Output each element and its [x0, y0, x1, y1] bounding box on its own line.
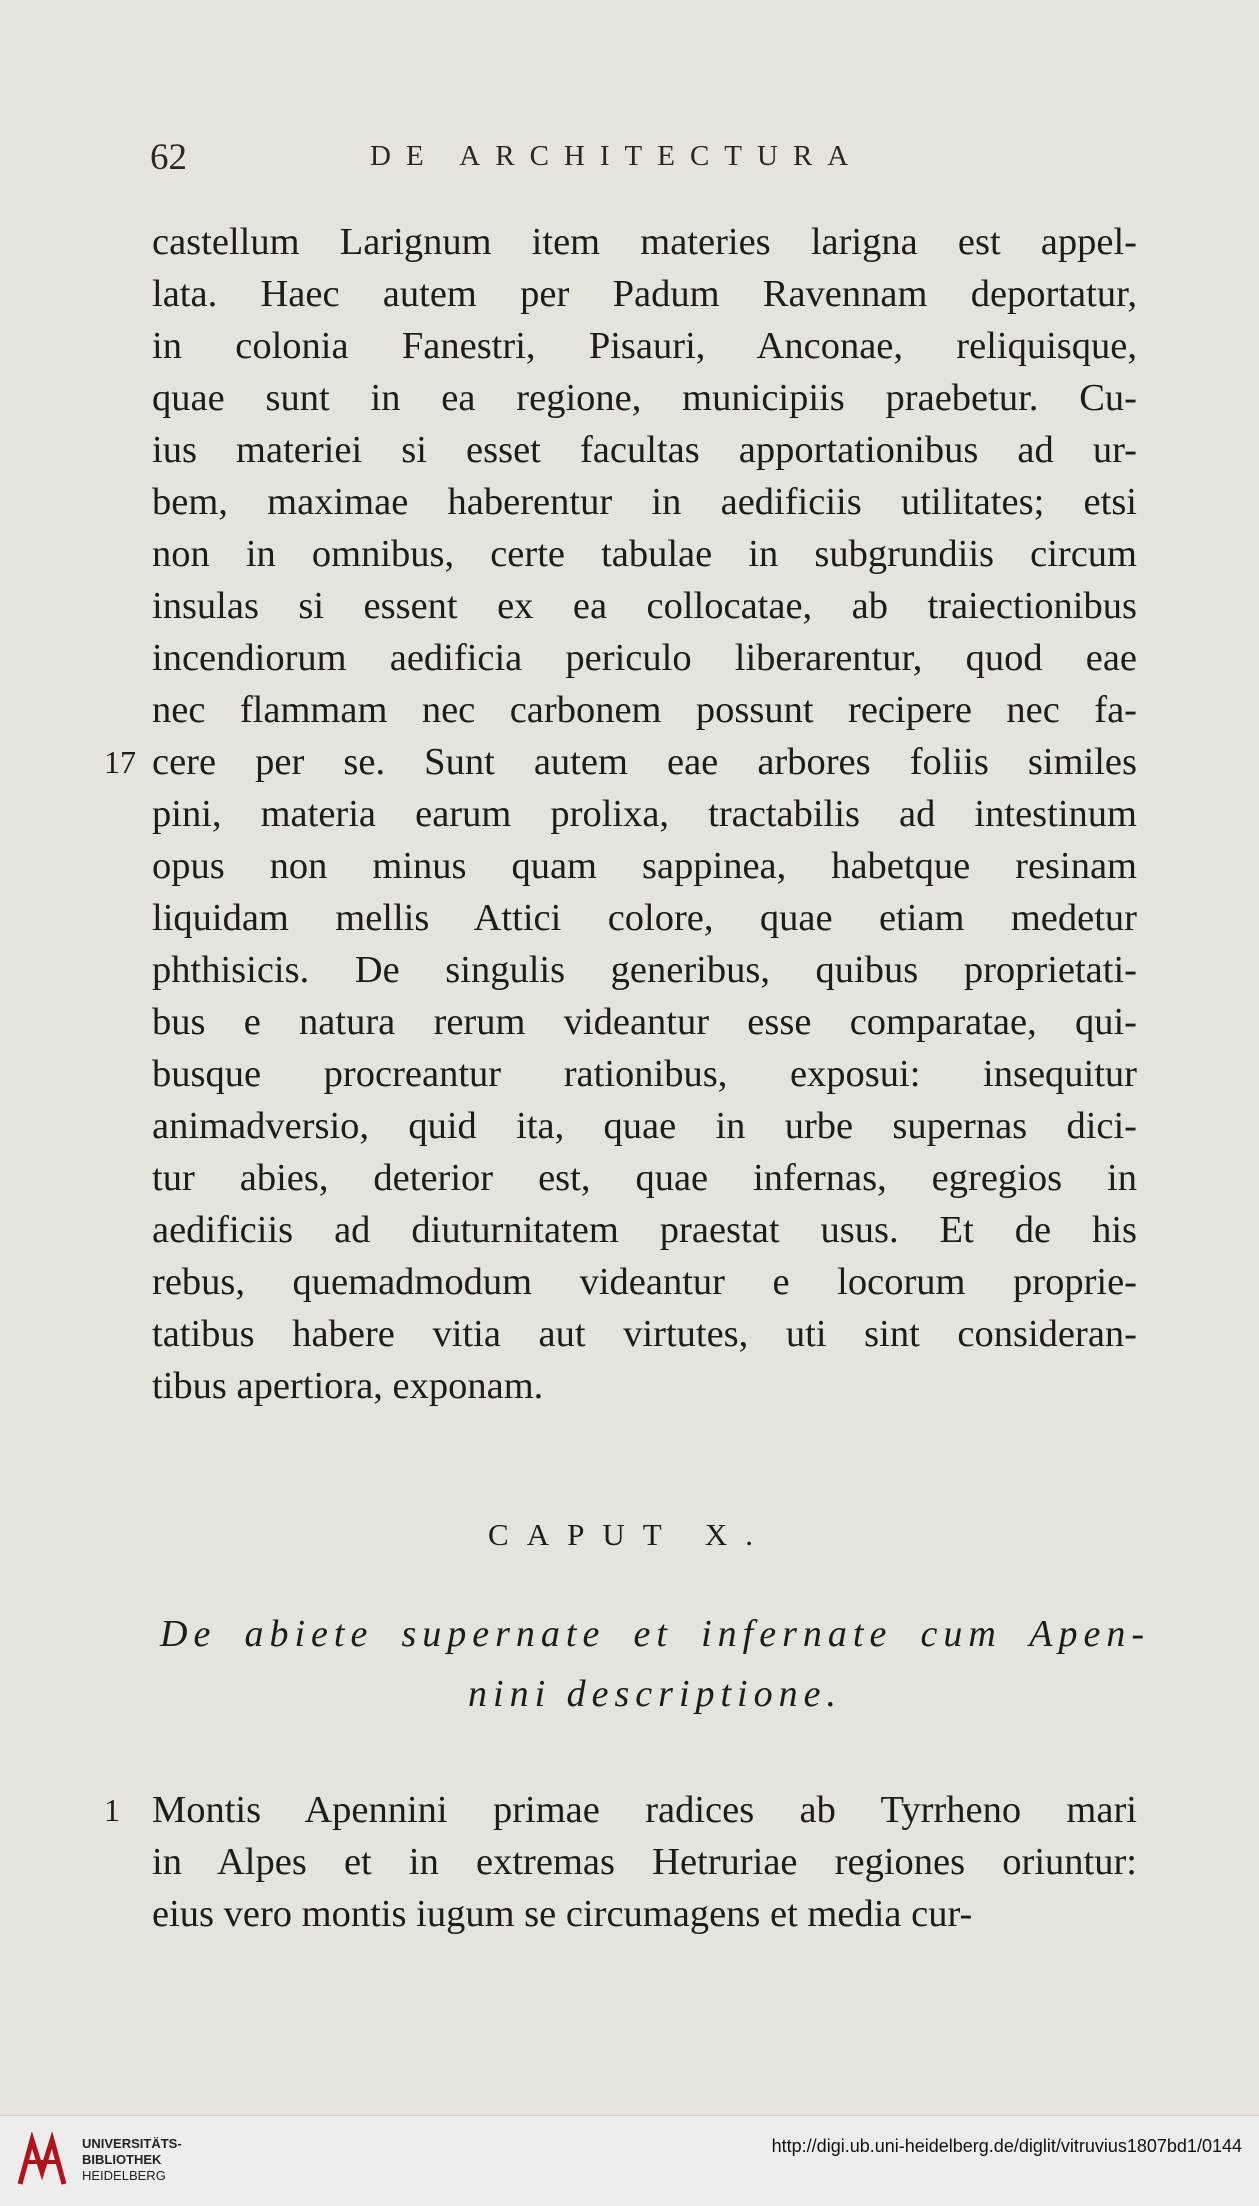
text-line: [152, 1360, 1137, 1412]
line-text: animadversio, quid ita, quae in urbe supernas dici-: [152, 1105, 1137, 1147]
line-text: tatibus habere vitia aut virtutes, uti sint consideran-: [152, 1313, 1137, 1355]
line-text: nec flammam nec carbonem possunt recipere nec fa-: [152, 689, 1137, 731]
paragraph-2: [104, 1784, 1137, 1940]
line-text: busque procreantur rationibus, exposui: insequitur: [152, 1053, 1137, 1095]
text-line: [152, 268, 1137, 320]
text-line: [152, 1204, 1137, 1256]
line-text: pini, materia earum prolixa, tractabilis ad intestinum: [152, 793, 1137, 835]
text-line: [152, 684, 1137, 736]
running-title: DE ARCHITECTURA: [370, 140, 864, 172]
institution-name: [82, 2136, 182, 2184]
text-line: [152, 840, 1137, 892]
line-text: in colonia Fanestri, Pisauri, Anconae, reliquisque,: [152, 325, 1137, 367]
text-line: [152, 944, 1137, 996]
margin-section-number: 17: [104, 744, 136, 780]
text-line: [152, 424, 1137, 476]
line-text: liquidam mellis Attici colore, quae etiam medetur: [152, 897, 1137, 939]
line-text: Montis Apennini primae radices ab Tyrrheno mari: [152, 1789, 1137, 1831]
line-text: phthisicis. De singulis generibus, quibus proprietati-: [152, 949, 1137, 991]
line-text: castellum Larignum item materies larigna est appel-: [152, 221, 1137, 263]
margin-section-number: 1: [104, 1792, 120, 1828]
line-text: in Alpes et in extremas Hetruriae regiones oriuntur:: [152, 1841, 1137, 1883]
line-text: eius vero montis iugum se circumagens et media cur-: [152, 1893, 973, 1935]
text-line: [104, 736, 1137, 788]
text-line: [152, 1836, 1137, 1888]
paragraph-1: [104, 216, 1137, 1412]
institution-line-2: BIBLIOTHEK: [82, 2152, 162, 2167]
text-line: [152, 1888, 1137, 1940]
line-text: lata. Haec autem per Padum Ravennam deportatur,: [152, 273, 1137, 315]
text-line: [152, 1100, 1137, 1152]
text-line: [152, 996, 1137, 1048]
chapter-heading: CAPUT X.: [488, 1517, 771, 1552]
chapter-subtitle-line-2: nini descriptione.: [468, 1673, 842, 1715]
line-text: bus e natura rerum videantur esse comparatae, qui-: [152, 1001, 1137, 1043]
institution-line-3: HEIDELBERG: [82, 2168, 166, 2183]
library-logo-icon: [12, 2132, 72, 2192]
line-text: non in omnibus, certe tabulae in subgrundiis circum: [152, 533, 1137, 575]
page-number: 62: [150, 137, 187, 178]
line-text: tur abies, deterior est, quae infernas, egregios in: [152, 1157, 1137, 1199]
text-line: [104, 1784, 1137, 1836]
line-text: quae sunt in ea regione, municipiis praebetur. Cu-: [152, 377, 1137, 419]
line-text: insulas si essent ex ea collocatae, ab traiectionibus: [152, 585, 1137, 627]
text-line: [152, 632, 1137, 684]
permalink-url[interactable]: http://digi.ub.uni-heidelberg.de/diglit/vitruvius1807bd1/0144: [771, 2136, 1242, 2156]
text-line: [152, 216, 1137, 268]
text-line: [152, 892, 1137, 944]
text-line: [152, 1308, 1137, 1360]
text-line: [152, 372, 1137, 424]
institution-line-1: UNIVERSITÄTS-: [82, 2136, 182, 2151]
text-line: [152, 788, 1137, 840]
line-text: opus non minus quam sappinea, habetque resinam: [152, 845, 1137, 887]
chapter-subtitle-line-1: De abiete supernate et infernate cum Apen-: [160, 1613, 1150, 1655]
text-line: [152, 1256, 1137, 1308]
viewer-footer: [0, 2115, 1259, 2206]
line-text: ius materiei si esset facultas apportationibus ad ur-: [152, 429, 1137, 471]
text-line: [152, 580, 1137, 632]
line-text: cere per se. Sunt autem eae arbores foliis similes: [152, 741, 1137, 783]
text-line: [152, 1152, 1137, 1204]
running-header: [0, 136, 1259, 176]
text-line: [152, 320, 1137, 372]
line-text: rebus, quemadmodum videantur e locorum proprie-: [152, 1261, 1137, 1303]
text-line: [152, 476, 1137, 528]
line-text: tibus apertiora, exponam.: [152, 1365, 544, 1407]
text-line: [152, 1048, 1137, 1100]
line-text: bem, maximae haberentur in aedificiis utilitates; etsi: [152, 481, 1137, 523]
text-line: [152, 528, 1137, 580]
line-text: aedificiis ad diuturnitatem praestat usus. Et de his: [152, 1209, 1137, 1251]
line-text: incendiorum aedificia periculo liberarentur, quod eae: [152, 637, 1137, 679]
